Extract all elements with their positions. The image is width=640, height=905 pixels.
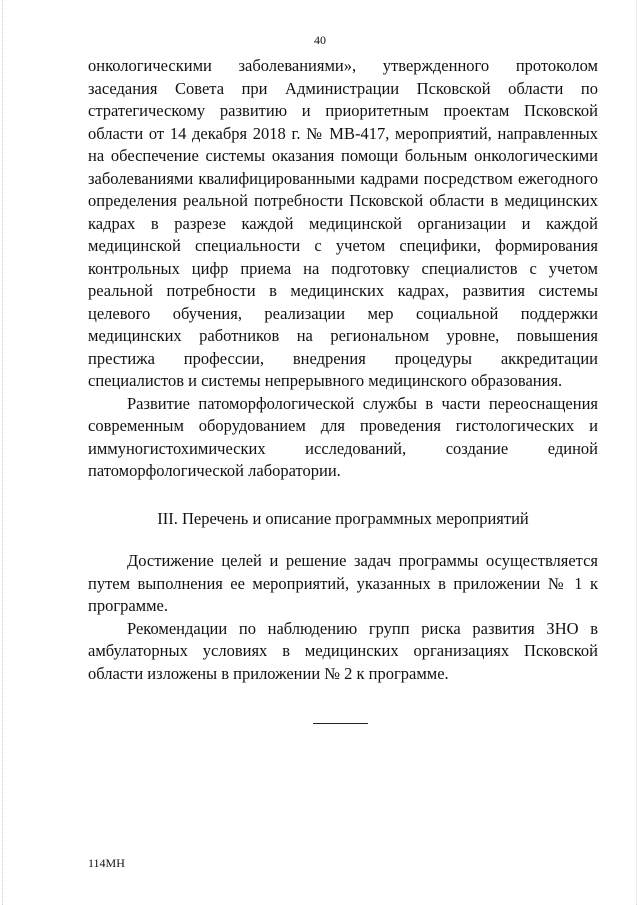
intro-text-block (88, 55, 598, 483)
page-number: 40 (314, 33, 326, 47)
section-heading: III. Перечень и описание программных мероприятий (157, 509, 529, 528)
intro-paragraph-pathology: Развитие патоморфологической службы в части переоснащения современным оборудованием для проведения гистологических и иммуногистохимических исследований, создание единой патоморфологической лаборатории. (88, 393, 598, 480)
section-paragraph-goals: Достижение целей и решение задач программы осуществляется путем выполнения ее мероприятий, указанных в приложении № 1 к программе. (88, 551, 598, 615)
intro-paragraph-continued: онкологическими заболеваниями», утвержденного протоколом заседания Совета при Администрации Псковской области по стратегическому развитию и приоритетным проектам Псковской области от 14 декабря 2018 г. № МВ-417, мероприятий, направленных на обеспечение системы оказания помощи больным онкологическими заболеваниями квалифицированными кадрами посредством ежегодного определения реальной потребности Псковской области в медицинских кадрах в разрезе каждой медицинской организации и каждой медицинской специальности с учетом специфики, формирования контрольных цифр приема на подготовку специалистов с учетом реальной потребности в медицинских кадрах, развития системы целевого обучения, реализации мер социальной поддержки медицинских работников на региональном уровне, повышения престижа профессии, внедрения процедуры аккредитации специалистов и системы непрерывного медицинского образования. (88, 56, 598, 390)
section-paragraph-recommendations: Рекомендации по наблюдению групп риска развития ЗНО в амбулаторных условиях в медицинских организациях Псковской области изложены в приложении № 2 к программе. (88, 618, 598, 683)
scan-edge-right (636, 0, 637, 905)
scan-edge-left (2, 0, 3, 905)
document-code: 114МН (88, 856, 125, 870)
section-text-block (88, 550, 598, 685)
closing-rule (313, 723, 368, 724)
